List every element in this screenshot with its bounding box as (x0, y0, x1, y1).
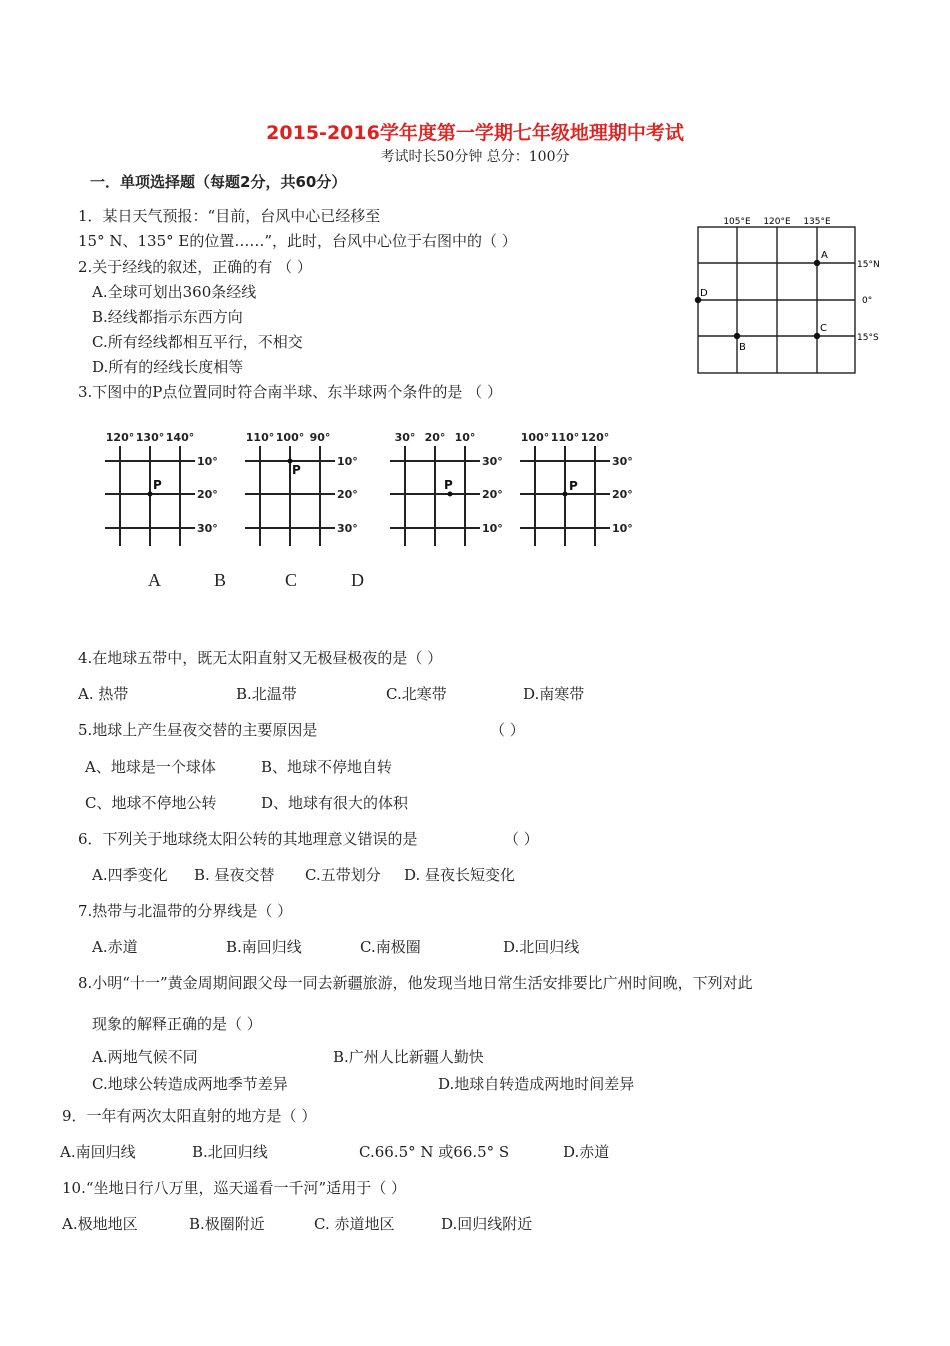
q5-option-d: D、地球有很大的体积 (261, 794, 409, 812)
point-d-label: D (700, 288, 708, 299)
q6-option-d: D. 昼夜长短变化 (404, 866, 516, 884)
grid-c-lon-2: 20° (424, 431, 446, 444)
grid-c-lat-3: 10° (482, 522, 503, 535)
exam-info: 考试时长50分钟 总分：100分 (380, 149, 570, 165)
grid-a-lon-1: 120° (105, 431, 135, 444)
grid-option-b: B (214, 570, 227, 590)
q5-stem: 5.地球上产生昼夜交替的主要原因是 (78, 721, 318, 739)
grid-a-lat-3: 30° (197, 522, 218, 535)
q2-stem: 2.关于经线的叙述，正确的有 （ ） (78, 258, 312, 276)
q9-option-d: D.赤道 (563, 1143, 610, 1161)
q9-option-b: B.北回归线 (192, 1143, 268, 1161)
grid-a-lon-3: 140° (165, 431, 195, 444)
grid-diagrams-q3 (100, 428, 640, 553)
q10-option-b: B.极圈附近 (189, 1215, 265, 1233)
q8-option-d: D.地球自转造成两地时间差异 (438, 1075, 635, 1093)
lat-label-0: 0° (862, 296, 873, 306)
q10-option-d: D.回归线附近 (441, 1215, 533, 1233)
grid-b-lon-3: 90° (309, 431, 331, 444)
grid-option-d: D (351, 570, 364, 590)
grid-b-lat-3: 30° (337, 522, 358, 535)
q6-option-a: A.四季变化 (92, 866, 168, 884)
q9-option-c: C.66.5° N 或66.5° S (359, 1143, 510, 1161)
q4-option-d: D.南寒带 (523, 685, 585, 703)
grid-d-lat-3: 10° (612, 522, 633, 535)
q6-option-b: B. 昼夜交替 (194, 866, 275, 884)
grid-b-lon-2: 100° (275, 431, 305, 444)
page-title: 2015-2016学年度第一学期七年级地理期中考试 (266, 122, 684, 144)
grid-a-lat-1: 10° (197, 455, 218, 468)
q6-stem: 6．下列关于地球绕太阳公转的其地理意义错误的是 (78, 830, 418, 848)
grid-d-lon-2: 110° (550, 431, 580, 444)
grid-c-lat-1: 30° (482, 455, 503, 468)
lat-label-15s: 15°S (857, 333, 879, 343)
grid-b-lat-2: 20° (337, 488, 358, 501)
grid-a-lat-2: 20° (197, 488, 218, 501)
grid-option-a: A (148, 570, 161, 590)
lon-label-120: 120°E (763, 217, 791, 227)
q6-option-c: C.五带划分 (305, 866, 381, 884)
q7-option-d: D.北回归线 (503, 938, 580, 956)
q9-option-a: A.南回归线 (60, 1143, 136, 1161)
q8-option-b: B.广州人比新疆人勤快 (333, 1048, 484, 1066)
grid-a-point-label: P (153, 478, 162, 492)
grid-d-lon-1: 100° (520, 431, 550, 444)
q10-option-c: C. 赤道地区 (314, 1215, 395, 1233)
q2-option-c: C.所有经线都相互平行，不相交 (92, 333, 303, 351)
grid-c-lat-2: 20° (482, 488, 503, 501)
map-lat-lon-grid-q1 (690, 210, 890, 385)
q8-option-a: A.两地气候不同 (92, 1048, 198, 1066)
q2-option-d: D.所有的经线长度相等 (92, 358, 244, 376)
q6-answer-paren: （ ） (504, 830, 539, 848)
q8-line2: 现象的解释正确的是（ ） (92, 1015, 262, 1033)
lon-label-105: 105°E (723, 217, 751, 227)
q5-option-a: A、地球是一个球体 (85, 758, 216, 776)
point-c-label: C (820, 323, 827, 334)
grid-a-lon-2: 130° (135, 431, 165, 444)
lon-label-135: 135°E (803, 217, 831, 227)
q10-option-a: A.极地地区 (62, 1215, 138, 1233)
q10-stem: 10.“坐地日行八万里，巡天遥看一千河”适用于（ ） (62, 1179, 406, 1197)
section-heading: 一．单项选择题（每题2分，共60分） (90, 173, 347, 191)
q4-option-a: A. 热带 (78, 685, 129, 703)
grid-b-lon-1: 110° (245, 431, 275, 444)
grid-c-lon-1: 30° (394, 431, 416, 444)
grid-d-point-label: P (569, 479, 578, 493)
q7-option-b: B.南回归线 (226, 938, 302, 956)
q1-line1: 1．某日天气预报：“目前，台风中心已经移至 (78, 207, 381, 225)
q4-option-c: C.北寒带 (386, 685, 447, 703)
q2-option-a: A.全球可划出360条经线 (92, 283, 257, 301)
grid-d-lon-3: 120° (580, 431, 610, 444)
q2-option-b: B.经线都指示东西方向 (92, 308, 243, 326)
grid-d-lat-2: 20° (612, 488, 633, 501)
grid-b-lat-1: 10° (337, 455, 358, 468)
lat-label-15n: 15°N (857, 260, 880, 270)
q4-stem: 4.在地球五带中，既无太阳直射又无极昼极夜的是（ ） (78, 649, 443, 667)
q1-line2: 15° N、135° E的位置……”，此时，台风中心位于右图中的（ ） (78, 232, 517, 250)
point-b-label: B (739, 342, 746, 353)
grid-c-lon-3: 10° (454, 431, 476, 444)
grid-b-point-label: P (292, 463, 301, 477)
q5-option-c: C、地球不停地公转 (85, 794, 217, 812)
q7-stem: 7.热带与北温带的分界线是（ ） (78, 902, 293, 920)
q3-stem: 3.下图中的P点位置同时符合南半球、东半球两个条件的是 （ ） (78, 383, 502, 401)
q8-option-c: C.地球公转造成两地季节差异 (92, 1075, 288, 1093)
grid-c-point-label: P (444, 478, 453, 492)
grid-option-c: C (285, 570, 298, 590)
point-a-label: A (821, 250, 828, 261)
q8-line1: 8.小明“十一”黄金周期间跟父母一同去新疆旅游，他发现当地日常生活安排要比广州时间晚，下列对此 (78, 974, 753, 992)
q4-option-b: B.北温带 (236, 685, 297, 703)
q7-option-c: C.南极圈 (360, 938, 421, 956)
q9-stem: 9．一年有两次太阳直射的地方是（ ） (62, 1107, 317, 1125)
q7-option-a: A.赤道 (92, 938, 138, 956)
q5-option-b: B、地球不停地自转 (261, 758, 393, 776)
q5-answer-paren: （ ） (490, 721, 525, 739)
grid-d-lat-1: 30° (612, 455, 633, 468)
